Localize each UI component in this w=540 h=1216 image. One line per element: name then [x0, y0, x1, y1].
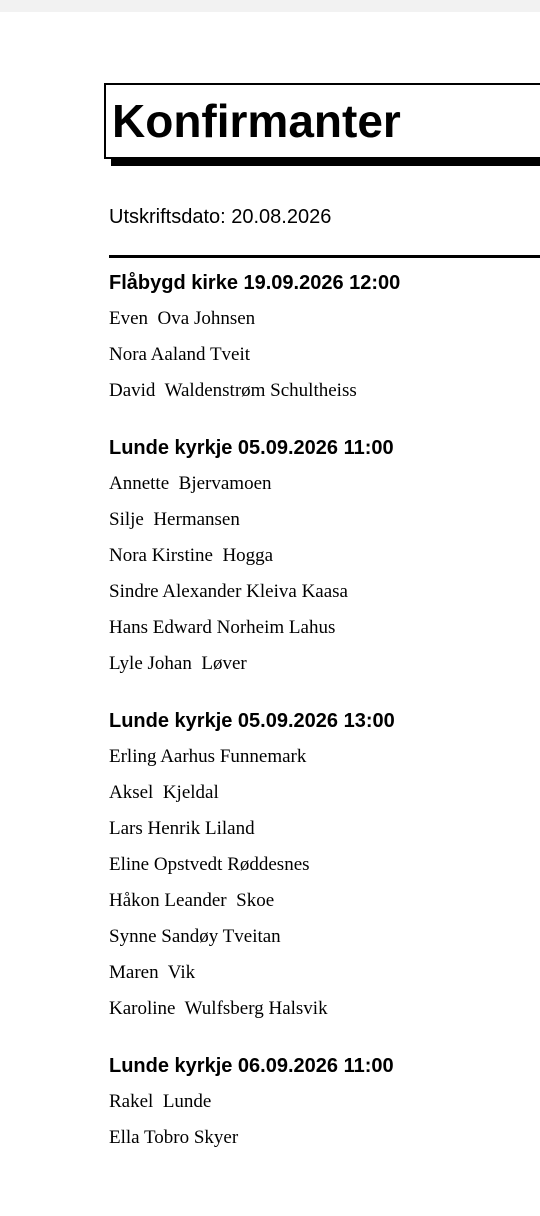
ceremony-section: [109, 707, 540, 1027]
confirmand-name: Nora Kirstine Hogga: [109, 545, 274, 566]
confirmand-name: Nora Aaland Tveit: [109, 344, 251, 365]
ceremony-section: [109, 1052, 540, 1156]
confirmand-name: Ella Tobro Skyer: [109, 1127, 239, 1148]
confirmand-name: Håkon Leander Skoe: [109, 890, 275, 911]
confirmand-name: Silje Hermansen: [109, 509, 240, 530]
confirmand-name: Karoline Wulfsberg Halsvik: [109, 998, 328, 1019]
page-title: Konfirmanter: [112, 95, 401, 147]
confirmand-name: Annette Bjervamoen: [109, 473, 272, 494]
print-date: Utskriftsdato: 20.08.2026: [109, 206, 332, 228]
ceremony-heading: Lunde kyrkje 05.09.2026 13:00: [109, 710, 395, 732]
confirmand-name: Lyle Johan Løver: [109, 653, 247, 674]
ceremony-heading: Lunde kyrkje 05.09.2026 11:00: [109, 437, 394, 459]
confirmand-name: Maren Vik: [109, 962, 196, 983]
divider-rule: [109, 255, 540, 258]
confirmand-name: Synne Sandøy Tveitan: [109, 926, 281, 947]
title-box: [104, 83, 540, 159]
confirmand-name: Aksel Kjeldal: [109, 782, 219, 803]
ceremony-section: [109, 269, 540, 409]
ceremony-section: [109, 434, 540, 682]
ceremony-heading: Lunde kyrkje 06.09.2026 11:00: [109, 1055, 394, 1077]
confirmand-name: David Waldenstrøm Schultheiss: [109, 380, 357, 401]
confirmand-name: Lars Henrik Liland: [109, 818, 255, 839]
confirmand-name: Hans Edward Norheim Lahus: [109, 617, 336, 638]
ceremony-heading: Flåbygd kirke 19.09.2026 12:00: [109, 272, 401, 294]
confirmand-name: Eline Opstvedt Røddesnes: [109, 854, 310, 875]
confirmand-name: Rakel Lunde: [109, 1091, 212, 1112]
confirmand-name: Erling Aarhus Funnemark: [109, 746, 307, 767]
confirmand-name: Even Ova Johnsen: [109, 308, 256, 329]
ceremony-list: [109, 269, 540, 1181]
confirmand-name: Sindre Alexander Kleiva Kaasa: [109, 581, 348, 602]
